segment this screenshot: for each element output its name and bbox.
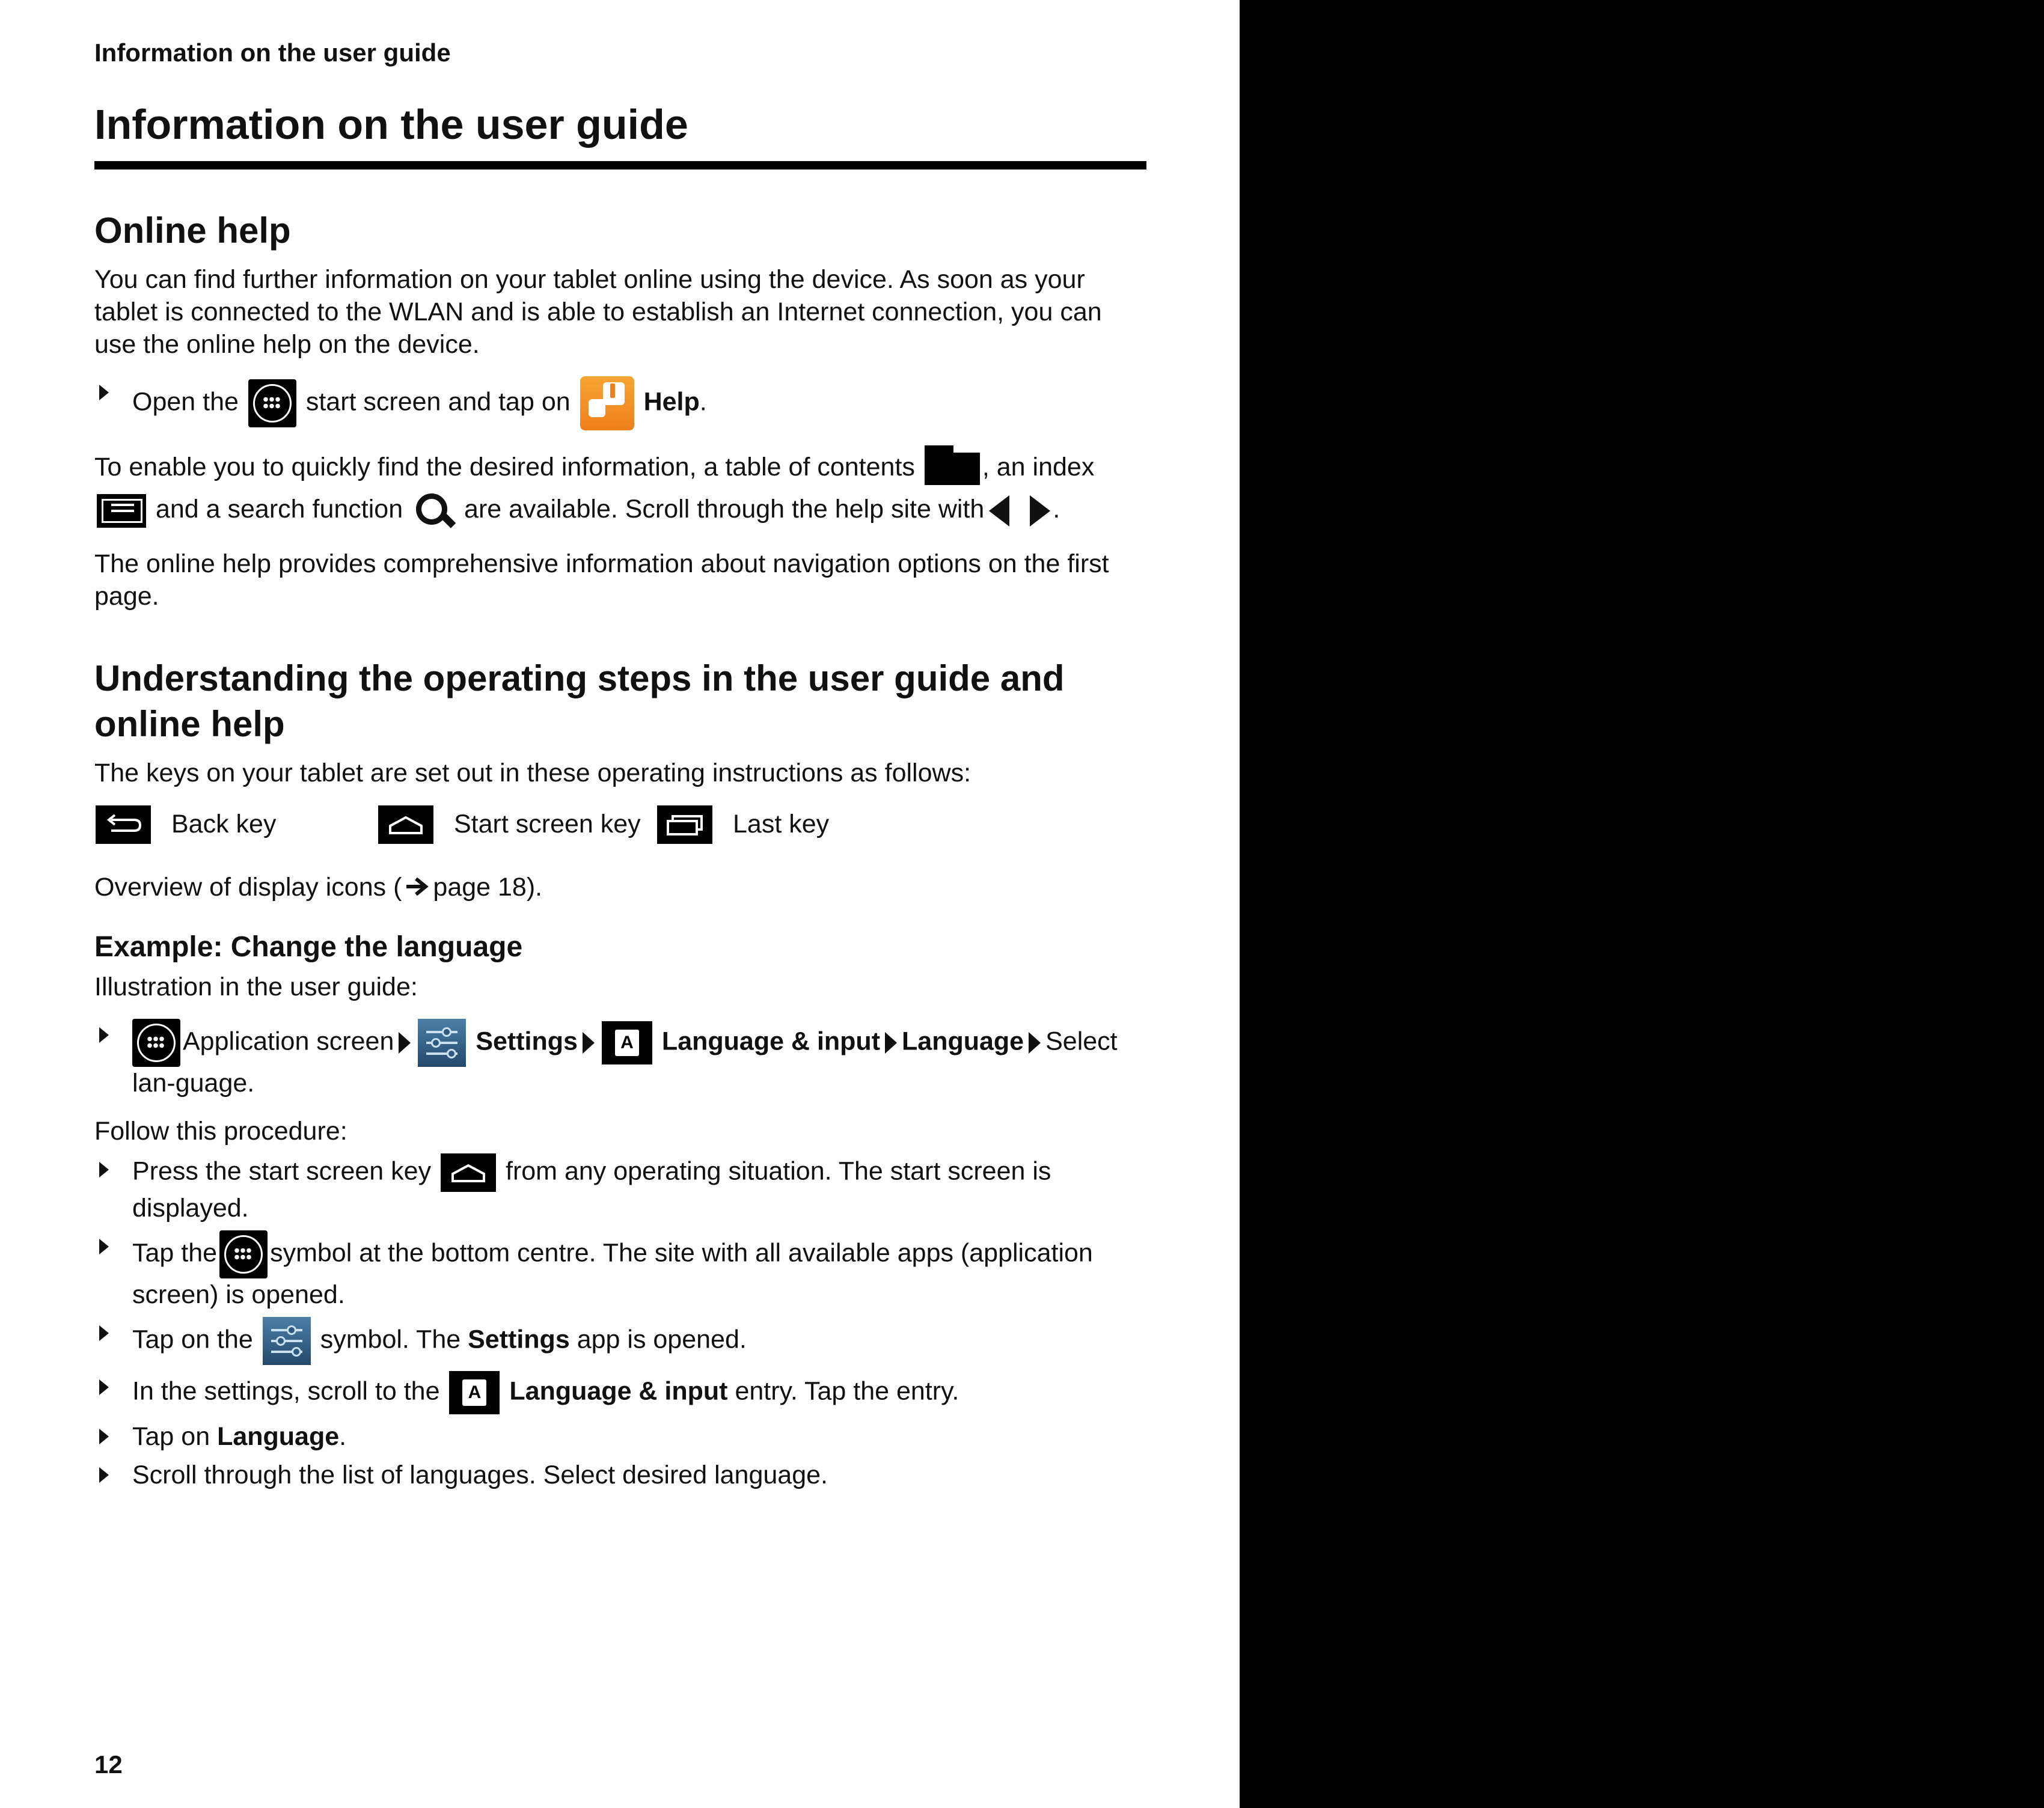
step-text: Tap on the	[132, 1325, 253, 1354]
online-help-intro: You can find further information on your tablet online using the device. As soon as your tablet is connected to the WLAN and is able to establish an Internet connection, you can use the online help on the device.	[94, 265, 1102, 359]
help-app-icon	[580, 376, 634, 430]
step-text: .	[339, 1422, 347, 1452]
step-text: Press the start screen key	[132, 1156, 432, 1186]
page-reference-link[interactable]: page 18).	[433, 872, 543, 902]
step-bullet-icon	[99, 1379, 109, 1395]
language-input-icon: A	[602, 1021, 652, 1064]
keys-legend	[94, 805, 1146, 853]
dark-background-panel	[1240, 0, 2044, 1808]
procedure-step-1	[94, 1153, 1146, 1224]
step-text: Scroll through the list of languages. Select desired language.	[132, 1461, 828, 1490]
procedure-step-2	[94, 1230, 1146, 1311]
procedure-step-5	[94, 1420, 1146, 1453]
page-number: 12	[94, 1750, 123, 1779]
path-arrow-icon	[399, 1032, 411, 1054]
step-open-help	[94, 376, 1146, 430]
path-arrow-icon	[1029, 1032, 1041, 1054]
step-text: from any operating situation. The start screen is displayed.	[132, 1156, 1051, 1223]
running-header: Information on the user guide	[94, 38, 451, 67]
navigation-icons-paragraph	[94, 446, 1146, 532]
procedure-step-6	[94, 1459, 1146, 1491]
overview-text: Overview of display icons (	[94, 872, 402, 902]
start-screen-key-item	[378, 805, 641, 844]
step-bullet-icon	[99, 1239, 109, 1254]
language-label: Language	[217, 1422, 340, 1452]
step-bullet-icon	[99, 1325, 109, 1341]
path-settings: Settings	[476, 1027, 578, 1056]
arrow-right-icon	[405, 872, 429, 905]
keys-intro: The keys on your tablet are set out in these operating instructions as follows:	[94, 758, 972, 787]
illustration-label: Illustration in the user guide:	[94, 973, 418, 1002]
step-text: app is opened.	[577, 1325, 747, 1354]
path-arrow-icon	[885, 1032, 897, 1054]
help-label: Help	[643, 387, 700, 417]
paragraph-text: .	[1053, 495, 1060, 524]
apps-icon	[248, 379, 296, 427]
step-bullet-icon	[99, 1162, 109, 1177]
understanding-heading: Understanding the operating steps in the user guide and online help	[94, 658, 1065, 744]
step-text: Open the	[132, 387, 239, 417]
language-input-label: Language & input	[509, 1376, 728, 1406]
step-bullet-icon	[99, 1027, 109, 1043]
search-icon	[412, 490, 454, 532]
step-bullet-icon	[99, 385, 109, 400]
example-path	[94, 1019, 1146, 1099]
back-key-icon	[96, 805, 151, 844]
table-of-contents-icon	[925, 453, 980, 485]
path-language-input: Language & input	[661, 1027, 881, 1056]
last-key-icon	[657, 805, 712, 844]
path-select-language: Select lan-guage.	[132, 1027, 1118, 1098]
path-arrow-icon	[583, 1032, 595, 1054]
page-content	[94, 36, 1146, 1497]
online-help-heading: Online help	[94, 210, 291, 251]
comprehensive-paragraph: The online help provides comprehensive information about navigation options on the first page.	[94, 549, 1109, 611]
step-bullet-icon	[99, 1467, 109, 1483]
step-text: Tap on	[132, 1422, 210, 1452]
start-screen-key-icon	[441, 1153, 496, 1192]
step-text: In the settings, scroll to the	[132, 1376, 440, 1406]
start-screen-key-icon	[378, 805, 433, 844]
step-text: entry. Tap the entry.	[735, 1376, 959, 1406]
overview-reference	[94, 871, 1146, 905]
scroll-left-icon	[989, 495, 1009, 527]
paragraph-text: are available. Scroll through the help site with	[464, 495, 985, 524]
paragraph-text: To enable you to quickly find the desired information, a table of contents	[94, 453, 915, 481]
index-icon	[97, 494, 146, 528]
step-text: symbol at the bottom centre. The site with all available apps (application screen) is opened.	[132, 1238, 1093, 1310]
back-key-item	[96, 805, 276, 844]
path-language: Language	[902, 1027, 1024, 1056]
scroll-right-icon	[1030, 495, 1050, 527]
start-screen-key-label: Start screen key	[454, 810, 641, 839]
paragraph-text: , an index	[982, 453, 1095, 481]
apps-icon	[219, 1230, 268, 1278]
procedure-step-3	[94, 1317, 1146, 1365]
example-heading: Example: Change the language	[94, 931, 523, 964]
last-key-label: Last key	[733, 810, 830, 839]
language-input-icon: A	[449, 1371, 500, 1414]
step-bullet-icon	[99, 1429, 109, 1444]
paragraph-text: and a search function	[155, 495, 403, 524]
step-text: Tap the	[132, 1238, 218, 1268]
settings-icon	[418, 1019, 466, 1067]
last-key-item	[657, 805, 829, 844]
settings-icon	[263, 1317, 311, 1365]
step-text: symbol. The	[320, 1325, 461, 1354]
procedure-step-4	[94, 1371, 1146, 1414]
path-application-screen: Application screen	[183, 1027, 394, 1056]
back-key-label: Back key	[171, 810, 277, 839]
follow-label: Follow this procedure:	[94, 1117, 347, 1146]
settings-label: Settings	[468, 1325, 570, 1354]
step-text: .	[699, 387, 707, 417]
chapter-title: Information on the user guide	[94, 97, 1146, 170]
step-text: start screen and tap on	[305, 387, 571, 417]
apps-icon	[132, 1019, 180, 1067]
